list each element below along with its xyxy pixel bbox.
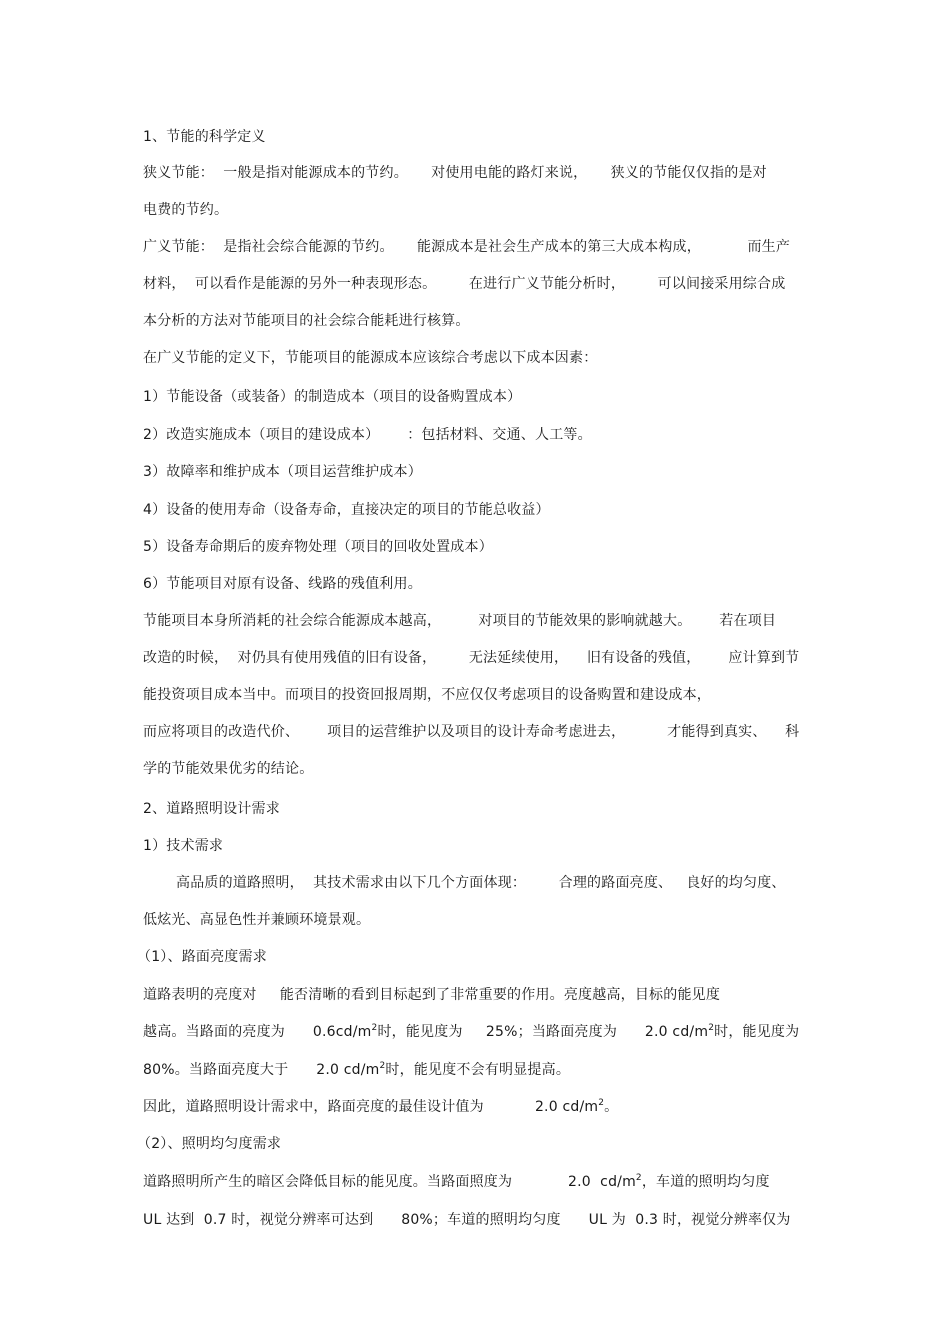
superscript-exponent: 2 [379, 1061, 386, 1071]
paragraph-line: 而应将项目的改造代价、 项目的运营维护以及项目的设计寿命考虑进去， 才能得到真实、 科 [143, 724, 800, 740]
paragraph-line: 电费的节约。 [143, 202, 229, 218]
list-item: 6）节能项目对原有设备、线路的残值利用。 [143, 576, 422, 592]
paragraph-line-with-units [143, 1172, 770, 1192]
subheading-luminance-requirement: （1）、路面亮度需求 [137, 949, 267, 965]
paragraph-line: 狭义节能： 一般是指对能源成本的节约。 对使用电能的路灯来说， 狭义的节能仅仅指的是对 [143, 165, 767, 181]
superscript-exponent: 2 [598, 1098, 605, 1108]
list-item: 1）节能设备（或装备）的制造成本（项目的设备购置成本） [143, 389, 522, 405]
heading-energy-saving-definition: 1、节能的科学定义 [143, 129, 266, 145]
text-run: ，车道的照明均匀度 [641, 1174, 770, 1190]
heading-road-lighting-design: 2、道路照明设计需求 [143, 801, 280, 817]
paragraph-line-with-units [143, 1060, 570, 1080]
subheading-technical-requirements: 1）技术需求 [143, 838, 224, 854]
superscript-exponent: 2 [708, 1023, 715, 1033]
superscript-exponent: 2 [635, 1173, 642, 1183]
paragraph-line: 广义节能： 是指社会综合能源的节约。 能源成本是社会生产成本的第三大成本构成， 而生产 [143, 239, 791, 255]
paragraph-line: 本分析的方法对节能项目的社会综合能耗进行核算。 [143, 313, 470, 329]
paragraph-line: 低炫光、高显色性并兼顾环境景观。 [143, 912, 371, 928]
text-run: 时，能见度为 [714, 1024, 800, 1040]
subheading-uniformity-requirement: （2）、照明均匀度需求 [137, 1136, 282, 1152]
paragraph-line: 在广义节能的定义下，节能项目的能源成本应该综合考虑以下成本因素： [143, 350, 598, 366]
list-item: 2）改造实施成本（项目的建设成本） ：包括材料、交通、人工等。 [143, 427, 592, 443]
list-item: 4）设备的使用寿命（设备寿命，直接决定的项目的节能总收益） [143, 502, 550, 518]
text-run: 。 [604, 1099, 619, 1115]
paragraph-line-with-units [143, 1097, 618, 1117]
paragraph-line: 高品质的道路照明， 其技术需求由以下几个方面体现： 合理的路面亮度、 良好的均匀度、 [176, 875, 786, 891]
list-item: 5）设备寿命期后的废弃物处理（项目的回收处置成本） [143, 539, 493, 555]
paragraph-line: 节能项目本身所消耗的社会综合能源成本越高， 对项目的节能效果的影响就越大。 若在项目 [143, 613, 777, 629]
paragraph-line: 改造的时候， 对仍具有使用残值的旧有设备， 无法延续使用， 旧有设备的残值， 应计算到节 [143, 650, 800, 666]
paragraph-line: 能投资项目成本当中。而项目的投资回报周期，不应仅仅考虑项目的设备购置和建设成本， [143, 687, 711, 703]
superscript-exponent: 2 [371, 1023, 378, 1033]
paragraph-line: 材料， 可以看作是能源的另外一种表现形态。 在进行广义节能分析时， 可以间接采用综合成 [143, 276, 786, 292]
text-run: 时，能见度为 25%；当路面亮度为 2.0 cd/m [377, 1024, 709, 1040]
paragraph-line: 学的节能效果优劣的结论。 [143, 761, 314, 777]
paragraph-line: UL 达到 0.7 时，视觉分辨率可达到 80%；车道的照明均匀度 UL 为 0.3 时，视觉分辨率仅为 [143, 1212, 791, 1228]
paragraph-line: 道路表明的亮度对 能否清晰的看到目标起到了非常重要的作用。亮度越高，目标的能见度 [143, 987, 721, 1003]
text-run: 80%。当路面亮度大于 2.0 cd/m [143, 1062, 380, 1078]
list-item: 3）故障率和维护成本（项目运营维护成本） [143, 464, 422, 480]
text-run: 道路照明所产生的暗区会降低目标的能见度。当路面照度为 2.0 cd/m [143, 1174, 636, 1190]
paragraph-line-with-units [143, 1022, 799, 1042]
text-run: 因此，道路照明设计需求中，路面亮度的最佳设计值为 2.0 cd/m [143, 1099, 599, 1115]
text-run: 越高。当路面的亮度为 0.6cd/m [143, 1024, 372, 1040]
text-run: 时，能见度不会有明显提高。 [385, 1062, 571, 1078]
